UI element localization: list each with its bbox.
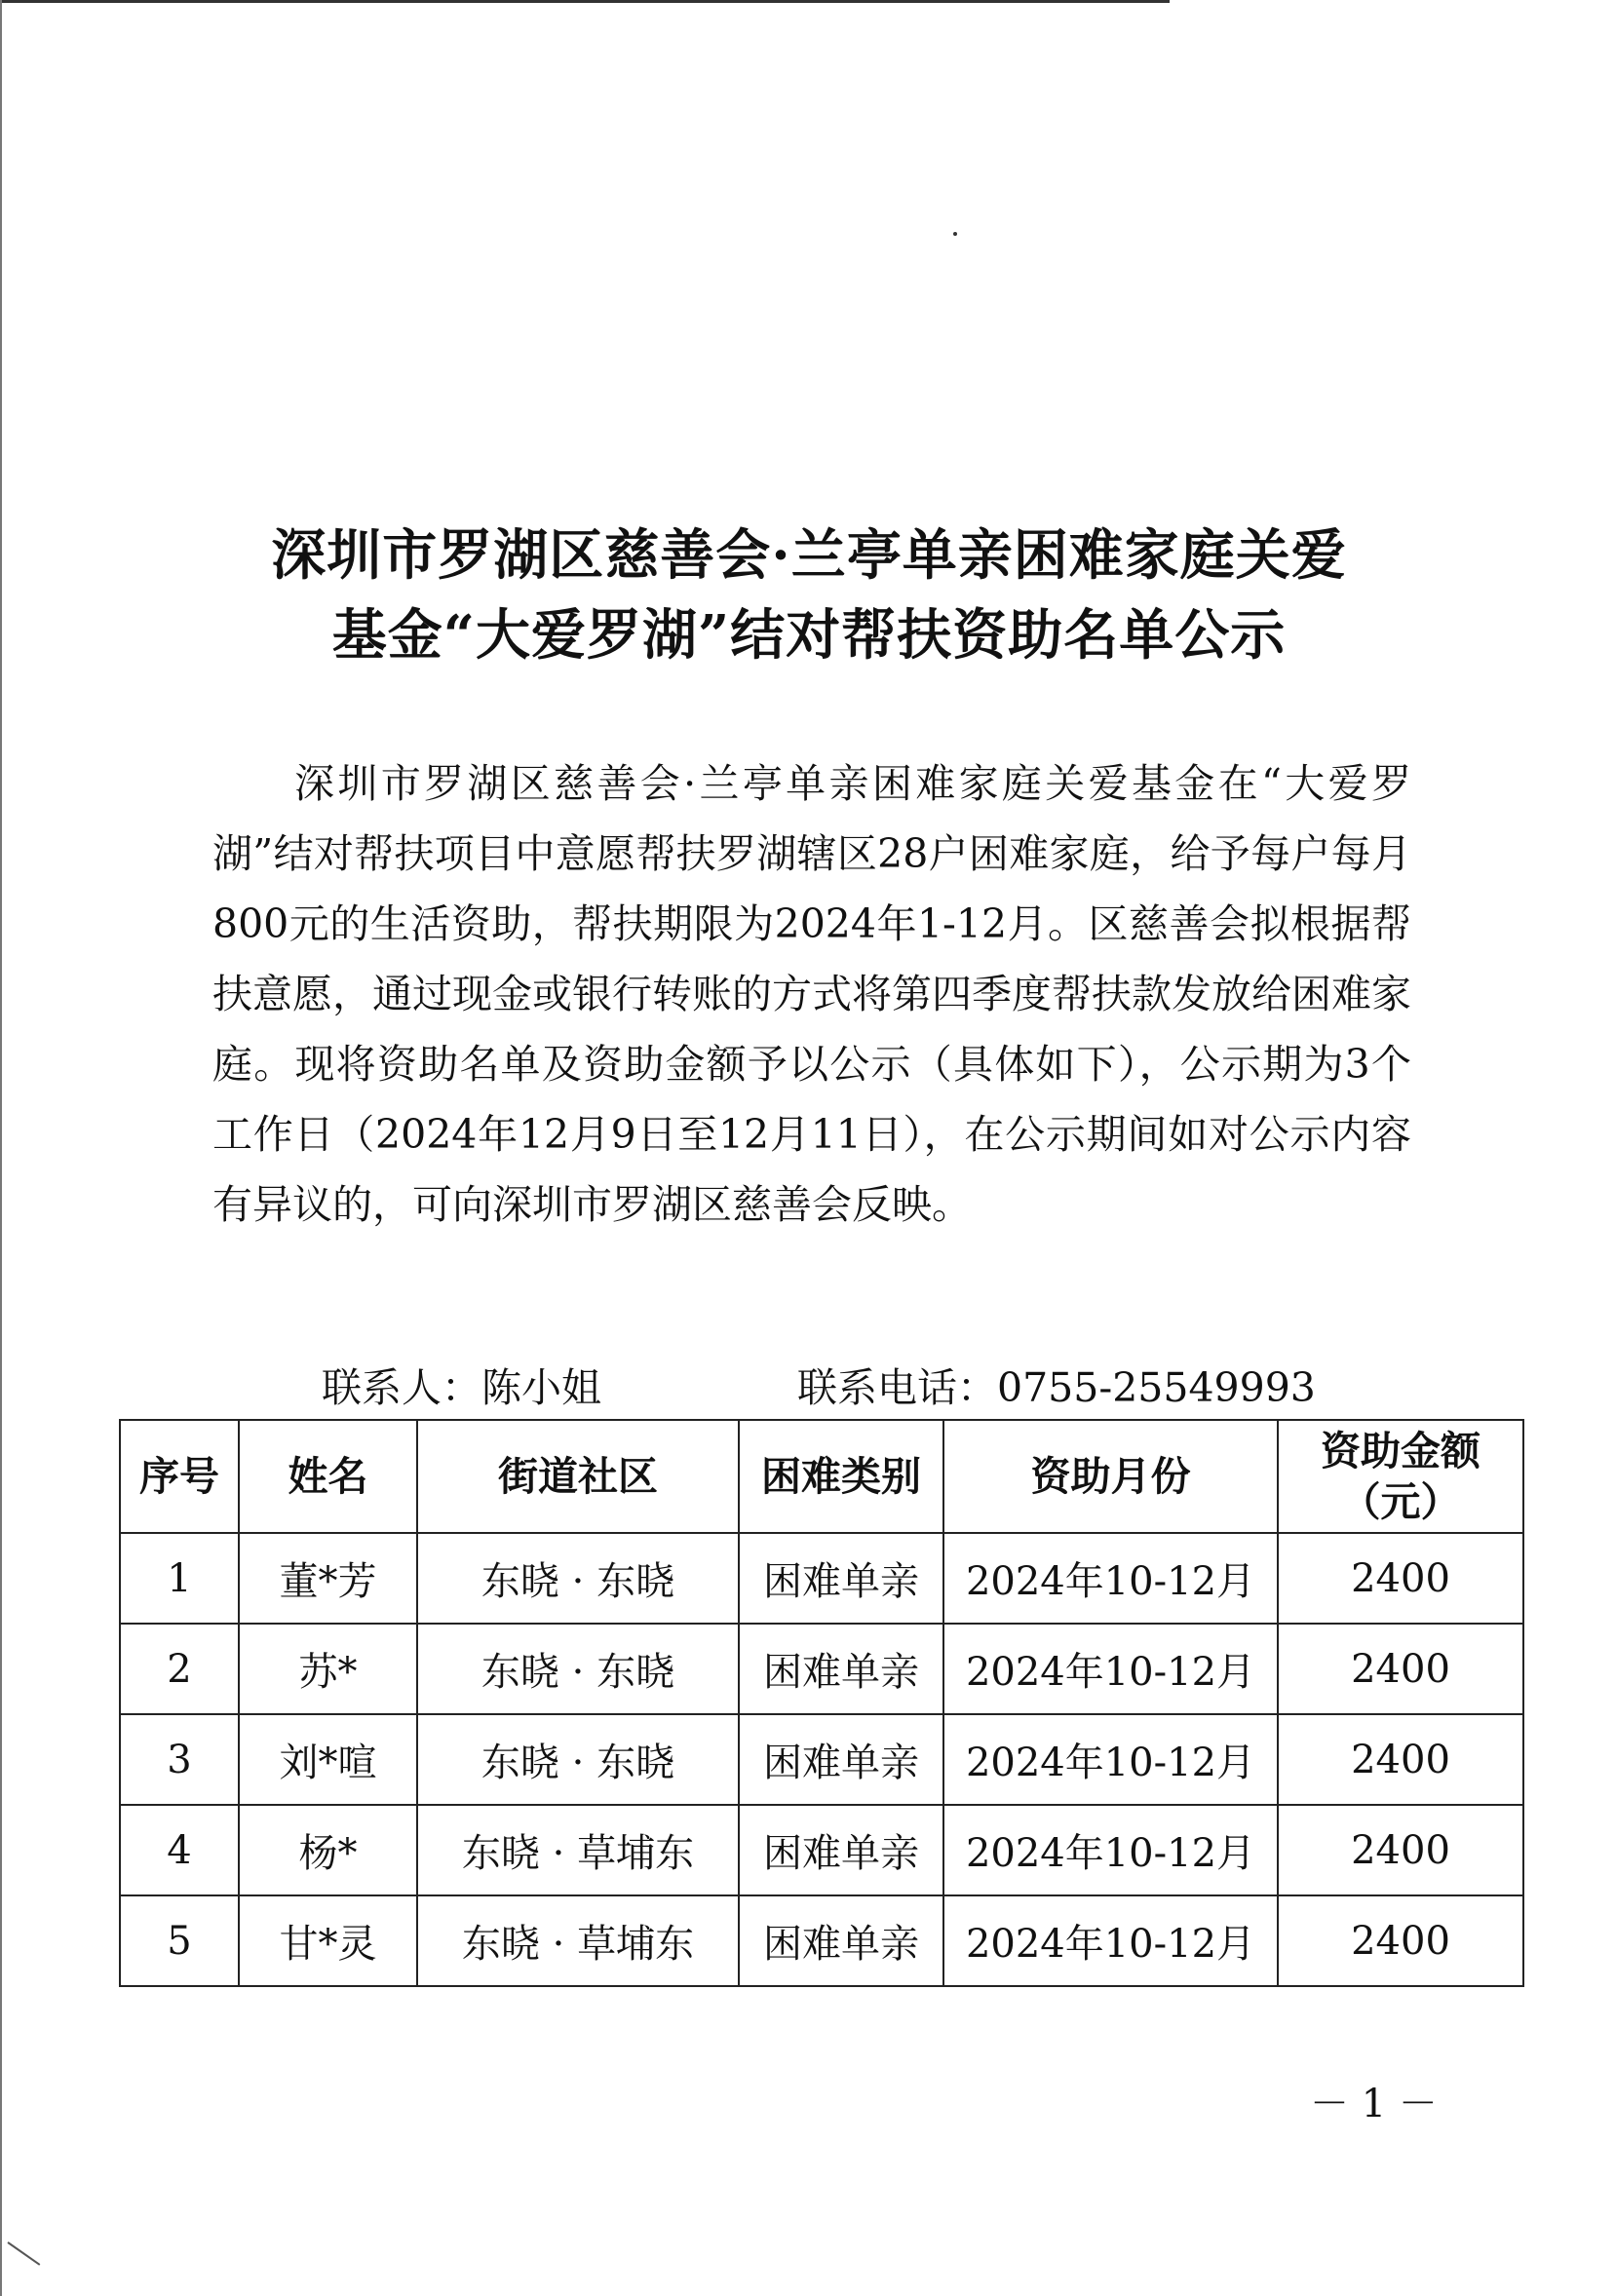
cell-amount: 2400 [1278, 1533, 1523, 1624]
cell-name: 杨* [239, 1805, 417, 1895]
announcement-paragraph: 深圳市罗湖区慈善会·兰亭单亲困难家庭关爱基金在“大爱罗湖”结对帮扶项目中意愿帮扶罗湖辖区28户困难家庭，给予每户每月800元的生活资助，帮扶期限为2024年1-12月。区慈善会拟根据帮扶意愿，通过现金或银行转账的方式将第四季度帮扶款发放给困难家庭。现将资助名单及资助金额予以公示（具体如下），公示期为3个工作日（2024年12月9日至12月11日），在公示期间如对公示内容有异议的，可向深圳市罗湖区慈善会反映。 [212, 760, 1411, 1228]
funding-roster-table [119, 1419, 1524, 1987]
header-amount-unit: （元） [1340, 1478, 1461, 1525]
table-header-row [120, 1420, 1523, 1533]
document-title-line-2: 基金“大爱罗湖”结对帮扶资助名单公示 [331, 603, 1287, 668]
table-row [120, 1895, 1523, 1986]
cell-street: 东晓 · 草埔东 [417, 1805, 739, 1895]
cell-type: 困难单亲 [739, 1624, 943, 1714]
header-type: 困难类别 [739, 1420, 943, 1533]
header-name: 姓名 [239, 1420, 417, 1533]
cell-type: 困难单亲 [739, 1895, 943, 1986]
cell-amount: 2400 [1278, 1805, 1523, 1895]
cell-seq: 1 [120, 1533, 239, 1624]
cell-name: 苏* [239, 1624, 417, 1714]
contact-person: 联系人：陈小姐 [322, 1364, 601, 1411]
header-seq: 序号 [120, 1420, 239, 1533]
table-row [120, 1533, 1523, 1624]
cell-month: 2024年10-12月 [943, 1714, 1278, 1805]
cell-seq: 5 [120, 1895, 239, 1986]
cell-name: 甘*灵 [239, 1895, 417, 1986]
header-month: 资助月份 [943, 1420, 1278, 1533]
cell-seq: 4 [120, 1805, 239, 1895]
table-row [120, 1805, 1523, 1895]
cell-month: 2024年10-12月 [943, 1805, 1278, 1895]
scan-border-left [0, 0, 2, 2296]
cell-name: 董*芳 [239, 1533, 417, 1624]
cell-street: 东晓 · 东晓 [417, 1533, 739, 1624]
cell-name: 刘*喧 [239, 1714, 417, 1805]
cell-amount: 2400 [1278, 1714, 1523, 1805]
table-row [120, 1714, 1523, 1805]
header-amount [1278, 1420, 1523, 1533]
document-title-line-1: 深圳市罗湖区慈善会·兰亭单亲困难家庭关爱 [271, 523, 1347, 588]
cell-seq: 2 [120, 1624, 239, 1714]
cell-month: 2024年10-12月 [943, 1533, 1278, 1624]
cell-amount: 2400 [1278, 1895, 1523, 1986]
table-row [120, 1624, 1523, 1714]
contact-phone: 联系电话：0755-25549993 [797, 1364, 1316, 1411]
cell-month: 2024年10-12月 [943, 1624, 1278, 1714]
cell-seq: 3 [120, 1714, 239, 1805]
cell-amount: 2400 [1278, 1624, 1523, 1714]
cell-type: 困难单亲 [739, 1714, 943, 1805]
cell-month: 2024年10-12月 [943, 1895, 1278, 1986]
cell-street: 东晓 · 东晓 [417, 1624, 739, 1714]
cell-street: 东晓 · 草埔东 [417, 1895, 739, 1986]
scan-border-top [0, 0, 1170, 3]
scan-speck [953, 232, 957, 236]
cell-type: 困难单亲 [739, 1533, 943, 1624]
page-number: － 1 － [1310, 2082, 1438, 2126]
cell-type: 困难单亲 [739, 1805, 943, 1895]
scan-corner-mark [7, 2241, 40, 2266]
header-street: 街道社区 [417, 1420, 739, 1533]
cell-street: 东晓 · 东晓 [417, 1714, 739, 1805]
header-amount-label: 资助金额 [1321, 1428, 1480, 1474]
